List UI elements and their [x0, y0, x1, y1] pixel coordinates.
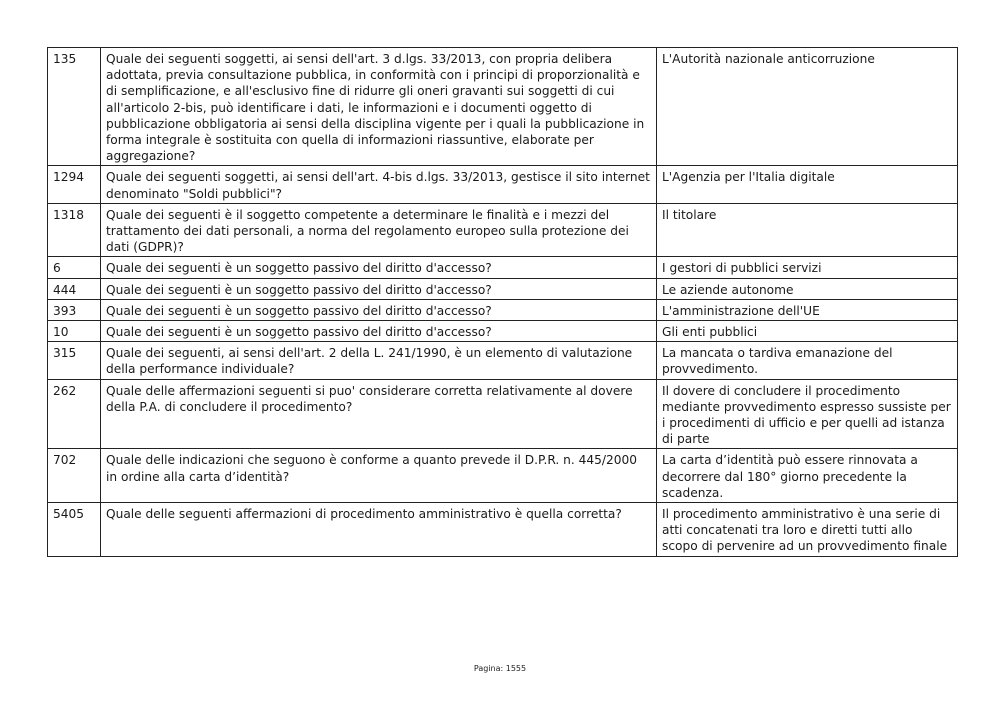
- question-cell: Quale dei seguenti è un soggetto passivo del diritto d'accesso?: [101, 257, 657, 278]
- answer-cell: La mancata o tardiva emanazione del provvedimento.: [657, 342, 958, 379]
- question-cell: Quale delle indicazioni che seguono è conforme a quanto prevede il D.P.R. n. 445/2000 in ordine alla carta d’identità?: [101, 449, 657, 503]
- question-id-cell: 702: [48, 449, 101, 503]
- table-row: [48, 48, 958, 166]
- answer-cell: L'amministrazione dell'UE: [657, 299, 958, 320]
- quiz-table-body: [48, 48, 958, 557]
- answer-cell: Il dovere di concludere il procedimento mediante provvedimento espresso sussiste per i procedimenti di ufficio e per quelli ad istanza di parte: [657, 379, 958, 449]
- answer-cell: Il titolare: [657, 203, 958, 257]
- table-row: [48, 449, 958, 503]
- question-cell: Quale delle seguenti affermazioni di procedimento amministrativo è quella corretta?: [101, 503, 657, 557]
- question-cell: Quale dei seguenti soggetti, ai sensi dell'art. 3 d.lgs. 33/2013, con propria delibera adottata, previa consultazione pubblica, in conformità con i principi di proporzionalità e di semplificazione, e all'esclusivo fine di ridurre gli oneri gravanti sui soggetti di cui all'articolo 2-bis, può identificare i dati, le informazioni e i documenti oggetto di pubblicazione obbligatoria ai sensi della disciplina vigente per i quali la pubblicazione in forma integrale è sostituita con quella di informazioni riassuntive, elaborate per aggregazione?: [101, 48, 657, 166]
- question-cell: Quale dei seguenti soggetti, ai sensi dell'art. 4-bis d.lgs. 33/2013, gestisce il sito internet denominato "Soldi pubblici"?: [101, 166, 657, 203]
- question-id-cell: 6: [48, 257, 101, 278]
- question-id-cell: 315: [48, 342, 101, 379]
- question-cell: Quale dei seguenti è un soggetto passivo del diritto d'accesso?: [101, 321, 657, 342]
- table-row: [48, 503, 958, 557]
- question-id-cell: 1294: [48, 166, 101, 203]
- answer-cell: Il procedimento amministrativo è una serie di atti concatenati tra loro e diretti tutti allo scopo di pervenire ad un provvedimento finale: [657, 503, 958, 557]
- answer-cell: L'Autorità nazionale anticorruzione: [657, 48, 958, 166]
- table-row: [48, 257, 958, 278]
- question-id-cell: 10: [48, 321, 101, 342]
- answer-cell: I gestori di pubblici servizi: [657, 257, 958, 278]
- answer-cell: Gli enti pubblici: [657, 321, 958, 342]
- table-row: [48, 299, 958, 320]
- table-row: [48, 321, 958, 342]
- question-id-cell: 393: [48, 299, 101, 320]
- table-row: [48, 379, 958, 449]
- table-row: [48, 203, 958, 257]
- answer-cell: La carta d’identità può essere rinnovata a decorrere dal 180° giorno precedente la scadenza.: [657, 449, 958, 503]
- answer-cell: L'Agenzia per l'Italia digitale: [657, 166, 958, 203]
- answer-cell: Le aziende autonome: [657, 278, 958, 299]
- question-id-cell: 135: [48, 48, 101, 166]
- table-row: [48, 166, 958, 203]
- quiz-table: [47, 47, 958, 557]
- question-id-cell: 1318: [48, 203, 101, 257]
- table-row: [48, 342, 958, 379]
- question-cell: Quale dei seguenti è il soggetto competente a determinare le finalità e i mezzi del trattamento dei dati personali, a norma del regolamento europeo sulla protezione dei dati (GDPR)?: [101, 203, 657, 257]
- question-cell: Quale delle affermazioni seguenti si puo' considerare corretta relativamente al dovere della P.A. di concludere il procedimento?: [101, 379, 657, 449]
- page-footer: Pagina: 1555: [473, 664, 527, 673]
- question-cell: Quale dei seguenti è un soggetto passivo del diritto d'accesso?: [101, 278, 657, 299]
- question-cell: Quale dei seguenti, ai sensi dell'art. 2 della L. 241/1990, è un elemento di valutazione della performance individuale?: [101, 342, 657, 379]
- question-id-cell: 262: [48, 379, 101, 449]
- question-id-cell: 5405: [48, 503, 101, 557]
- question-id-cell: 444: [48, 278, 101, 299]
- question-cell: Quale dei seguenti è un soggetto passivo del diritto d'accesso?: [101, 299, 657, 320]
- table-row: [48, 278, 958, 299]
